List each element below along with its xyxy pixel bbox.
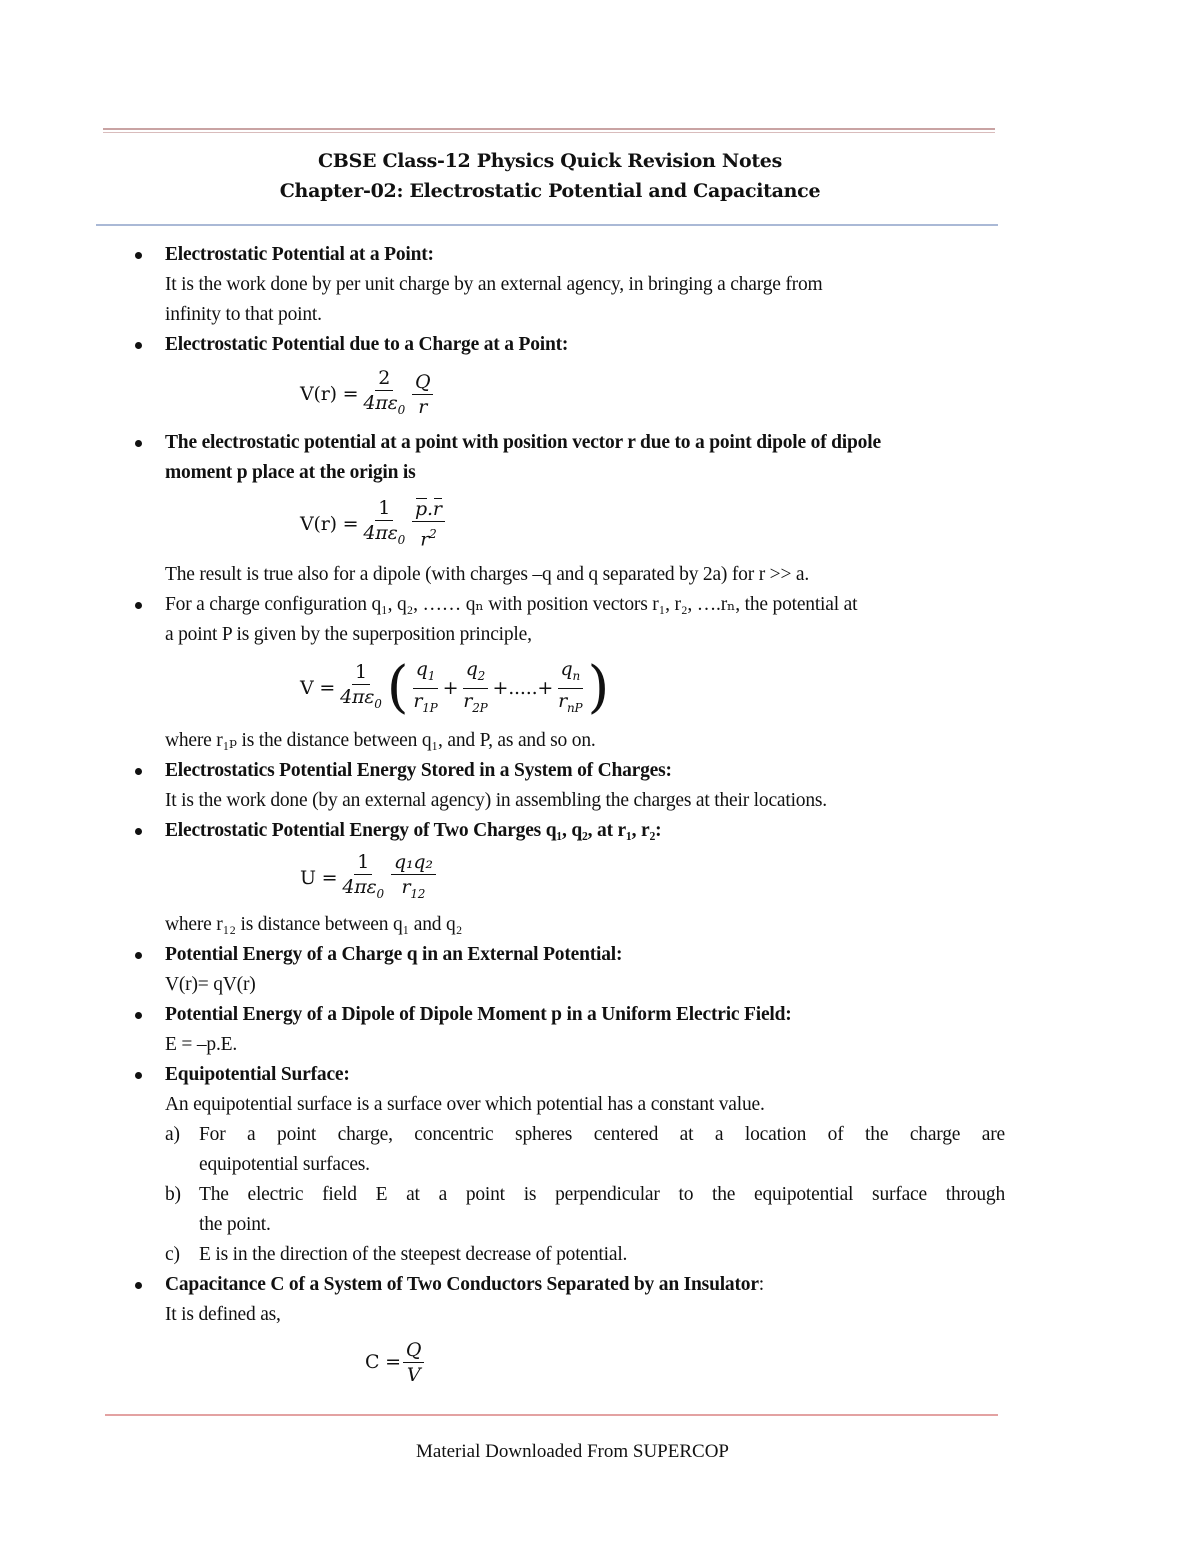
footer-rule (105, 1414, 998, 1416)
header-rule (103, 128, 995, 130)
text-line: It is the work done by per unit charge by an external agency, in bringing a charge from (165, 274, 823, 295)
section-heading: Equipotential Surface: (165, 1060, 1005, 1090)
chapter-title: Chapter-02: Electrostatic Potential and Capacitance (279, 180, 821, 202)
list-item-continued: equipotential surfaces. (199, 1154, 370, 1175)
fraction: $\frac{1}{4\pi\varepsilon_0}$ (342, 851, 384, 901)
fraction: $\frac{q_1}{r_{1P}}$ (413, 657, 438, 715)
fraction: $\frac{\text{q₁q₂}}{r_{12}}$ (391, 850, 436, 906)
section-heading: Electrostatic Potential Energy of Two Charges q₁, q₂, at r₁, r₂: (165, 816, 1005, 846)
text-line: The result is true also for a dipole (with charges –q and q separated by 2a) for r >> a. (165, 564, 810, 585)
text-line: It is defined as, (165, 1304, 281, 1325)
text-line: where r₁ₚ is the distance between q₁, and P, as and so on. (165, 730, 596, 751)
text-line: where r₁₂ is distance between q₁ and q₂ (165, 914, 463, 935)
list-item: a) For a point charge, concentric spheres centered at a location of the charge are (165, 1124, 1005, 1145)
list-item: b) The electric field E at a point is perpendicular to the equipotential surface through (165, 1184, 1005, 1205)
fraction: $\frac{q_n}{r_{nP}}$ (558, 657, 583, 715)
section-text: The electrostatic potential at a point with position vector r due to a point dipole of dipole (165, 428, 1005, 458)
section-heading: Electrostatics Potential Energy Stored in a System of Charges: (165, 756, 1005, 786)
text-line: An equipotential surface is a surface over which potential has a constant value. (165, 1094, 765, 1115)
right-paren: ) (587, 655, 610, 720)
page-title: CBSE Class-12 Physics Quick Revision Notes (317, 150, 782, 172)
header-rule-thin (103, 132, 995, 133)
fraction: $\frac{q_2}{r_{2P}}$ (463, 657, 488, 715)
notes-content (165, 240, 1005, 1394)
fraction: $\frac{Q}{V}$ (403, 1338, 424, 1387)
title-rule (96, 224, 998, 226)
text-line: E = –p.E. (165, 1034, 238, 1055)
section-heading: Potential Energy of a Charge q in an External Potential: (165, 940, 1005, 970)
text-line: a point P is given by the superposition principle, (165, 624, 532, 645)
formula-two-charges: U = $\frac{1}{4\pi\varepsilon_0}$ $\frac{\text{q₁q₂}}{r_{12}}$ (165, 846, 1005, 910)
section-heading: Capacitance C of a System of Two Conductors Separated by an Insulator: (165, 1270, 1005, 1300)
fraction: $\frac{1}{4\pi\varepsilon_0}$ (340, 661, 382, 711)
formula-dipole: V(r) = $\frac{1}{4\pi\varepsilon_0}$ $\frac{p.r}{r^2}$ (165, 488, 1005, 560)
fraction: $\frac{p.r}{r^2}$ (412, 497, 445, 551)
footer-text: Material Downloaded From SUPERCOP (416, 1441, 729, 1462)
formula-superposition: V = $\frac{1}{4\pi\varepsilon_0}$ ( $\frac{q_1}{r_{1P}}$ + $\frac{q_2}{r_{2P}}$ +.....+ $\frac{q_n}{r_{nP}}$ ) (300, 655, 610, 720)
fraction: $\frac{2}{4\pi\varepsilon_0}$ (363, 367, 405, 417)
list-item: c) E is in the direction of the steepest decrease of potential. (165, 1244, 628, 1265)
section-heading: Electrostatic Potential due to a Charge at a Point: (165, 330, 1005, 360)
fraction: $\frac{Q}{r}$ (412, 370, 433, 419)
section-heading: Potential Energy of a Dipole of Dipole Moment p in a Uniform Electric Field: (165, 1000, 1005, 1030)
text-line: It is the work done (by an external agency) in assembling the charges at their locations. (165, 790, 827, 811)
section-heading: Electrostatic Potential at a Point: (165, 240, 1005, 270)
section-text: For a charge configuration q₁, q₂, …… qₙ with position vectors r₁, r₂, ….rₙ, the potential at (165, 590, 1005, 620)
section-text: moment p place at the origin is (165, 462, 416, 483)
text-line: infinity to that point. (165, 304, 322, 325)
left-paren: ( (386, 655, 409, 720)
list-item-continued: the point. (199, 1214, 271, 1235)
formula-capacitance: C = $\frac{Q}{V}$ (165, 1330, 1005, 1394)
text-line: V(r)= qV(r) (165, 974, 256, 995)
fraction: $\frac{1}{4\pi\varepsilon_0}$ (363, 497, 405, 547)
formula-point-charge: V(r) = $\frac{2}{4\pi\varepsilon_0}$ $\frac{Q}{r}$ (165, 360, 1005, 428)
